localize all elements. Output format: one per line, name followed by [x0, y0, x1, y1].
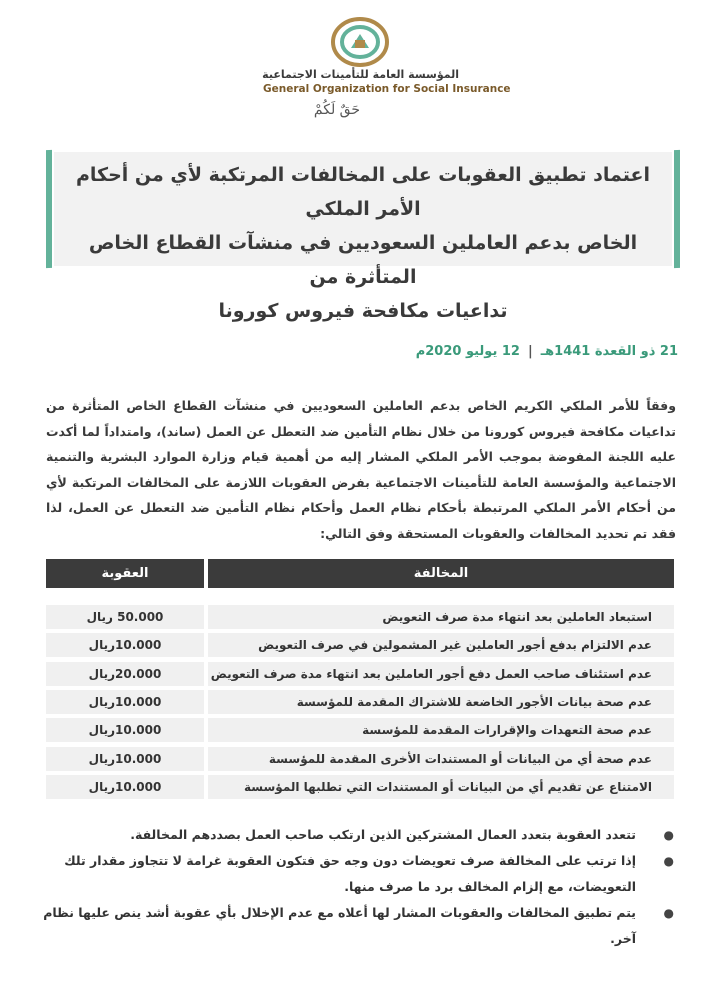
hijri-date: 21 ذو القعدة 1441هـ: [540, 344, 678, 359]
penalty-cell: 10.000ريال: [46, 775, 204, 799]
penalty-cell: 10.000ريال: [46, 718, 204, 742]
penalty-cell: 50.000 ريال: [46, 605, 204, 629]
table-header-violation: المخالفة: [208, 559, 674, 588]
table-header-penalty: العقوبة: [46, 559, 204, 588]
violation-cell: عدم صحة أي من البيانات أو المستندات الأخرى المقدمة للمؤسسة: [208, 747, 674, 771]
gosi-logo-icon: [325, 14, 395, 70]
date-separator: |: [527, 344, 533, 359]
bullet-icon: ●: [663, 854, 674, 868]
violation-cell: عدم صحة بيانات الأجور الخاضعة للاشتراك المقدمة للمؤسسة: [208, 690, 674, 714]
org-name-english: General Organization for Social Insurance: [263, 83, 511, 95]
title-accent-right: [674, 150, 680, 268]
violation-cell: عدم استئناف صاحب العمل دفع أجور العاملين بعد انتهاء مدة صرف التعويض: [208, 662, 674, 686]
list-item: ● إذا ترتب على المخالفة صرف تعويضات دون وجه حق فتكون العقوبة غرامة لا تتجاوز مقدار تلك التعويضات، مع إلزام المخالف برد ما صرف منها.: [40, 848, 680, 900]
title-accent-left: [46, 150, 52, 268]
page-title: [76, 158, 650, 328]
penalty-cell: 10.000ريال: [46, 690, 204, 714]
violation-cell: استبعاد العاملين بعد انتهاء مدة صرف التعويض: [208, 605, 674, 629]
logo: [0, 14, 720, 70]
slogan: حَقٌ لَكُمْ: [313, 102, 360, 118]
penalty-cell: 10.000ريال: [46, 633, 204, 657]
list-item: ● تتعدد العقوبة بتعدد العمال المشتركين الذين ارتكب صاحب العمل بصددهم المخالفة.: [40, 822, 680, 848]
violation-cell: عدم صحة التعهدات والإقرارات المقدمة للمؤسسة: [208, 718, 674, 742]
org-name-arabic: المؤسسة العامة للتأمينات الاجتماعية: [262, 68, 459, 81]
violation-cell: الامتناع عن تقديم أي من البيانات أو المستندات التي تطلبها المؤسسة: [208, 775, 674, 799]
title-line-1: اعتماد تطبيق العقوبات على المخالفات المرتكبة لأي من أحكام الأمر الملكي: [76, 164, 650, 220]
violation-cell: عدم الالتزام بدفع أجور العاملين غير المشمولين في صرف التعويض: [208, 633, 674, 657]
title-line-2: الخاص بدعم العاملين السعوديين في منشآت القطاع الخاص المتأثرة من: [88, 232, 638, 288]
list-item: ● يتم تطبيق المخالفات والعقوبات المشار لها أعلاه مع عدم الإخلال بأي عقوبة أشد ينص عليها نظام آخر.: [40, 900, 680, 952]
bullet-icon: ●: [663, 906, 674, 920]
penalty-cell: 10.000ريال: [46, 747, 204, 771]
penalty-cell: 20.000ريال: [46, 662, 204, 686]
bullet-icon: ●: [663, 828, 674, 842]
title-line-3: تداعيات مكافحة فيروس كورونا: [218, 300, 508, 322]
notes-list: [40, 822, 680, 952]
intro-paragraph: وفقاً للأمر الملكي الكريم الخاص بدعم العاملين السعوديين في منشآت القطاع الخاص المتأثرة من تداعيات مكافحة فيروس كورونا من خلال نظام التأمين ضد التعطل عن العمل (ساند)، وامتداداً لما أكدت عليه اللجنة المفوضة بموجب الأمر الملكي المشار إليه من أهمية قيام وزارة الموارد البشرية والتنمية الاجتماعية والمؤسسة العامة للتأمينات الاجتماعية بفرض العقوبات اللازمة على المخالفات المرتكبة لأي من أحكام الأمر الملكي المرتبطة بأحكام نظام العمل وأحكام نظام التأمين ضد التعطل عن العمل، لذا فقد تم تحديد المخالفات والعقوبات المستحقة وفق التالي:: [46, 398, 676, 541]
gregorian-date: 12 يوليو 2020م: [415, 344, 520, 359]
title-banner: [46, 150, 680, 322]
date-line: [416, 344, 678, 359]
